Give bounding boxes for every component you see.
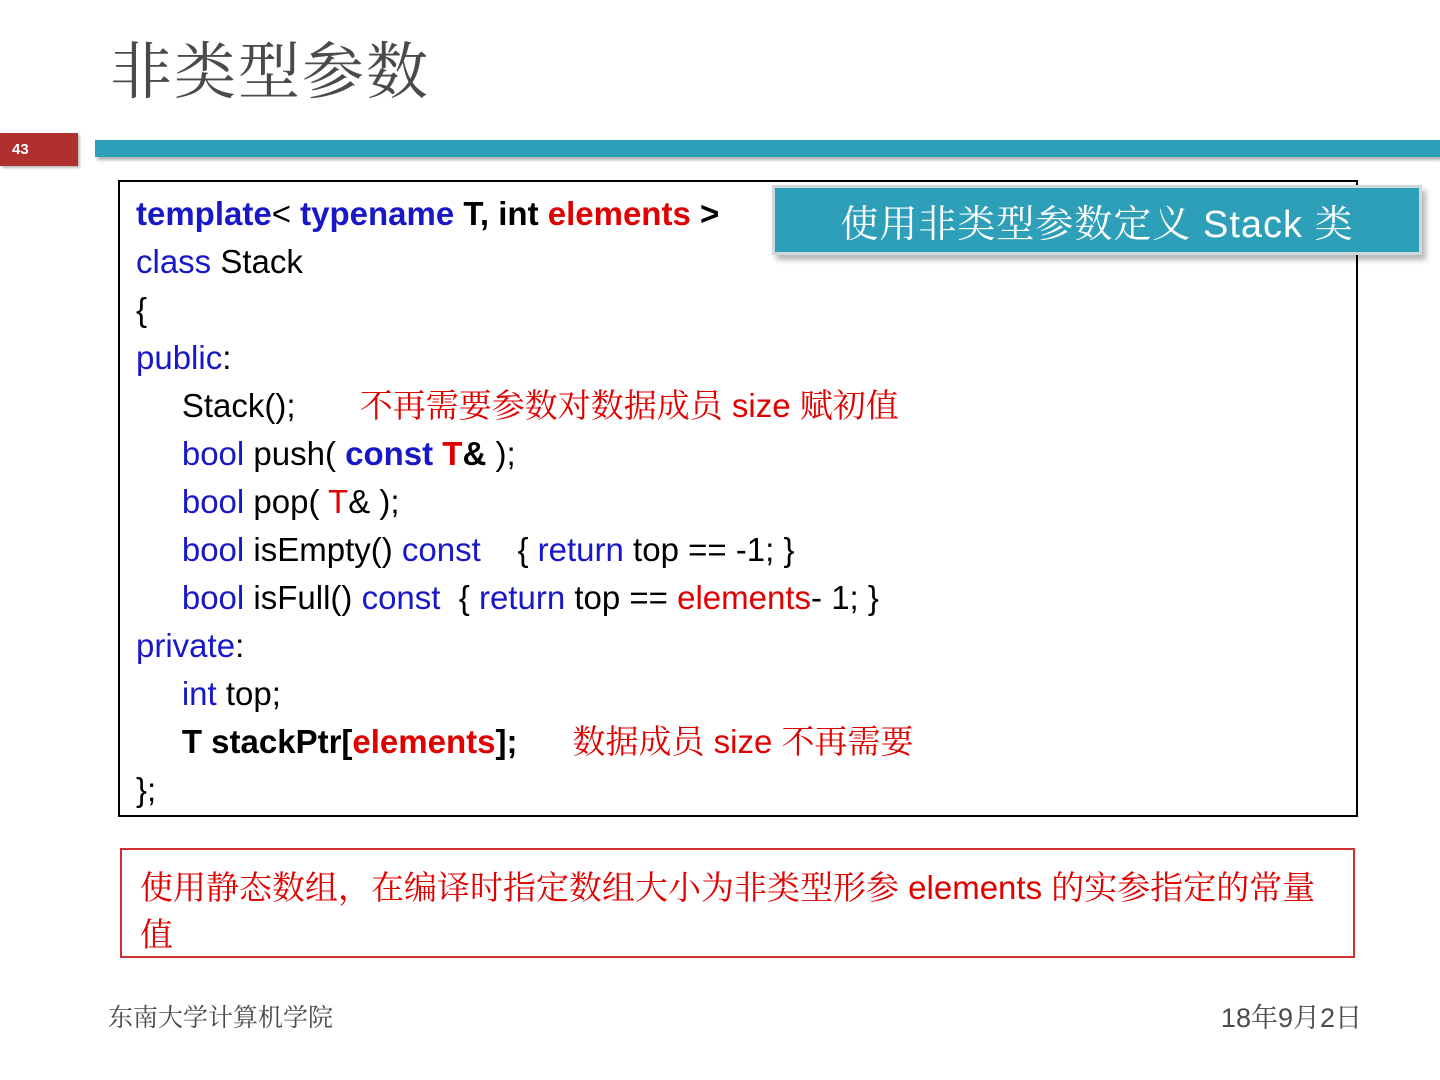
code-line-1-rest: < — [271, 195, 301, 232]
slide-number-badge: 43 — [0, 133, 78, 166]
page-title: 非类型参数 — [110, 38, 431, 107]
code-line-12-decl: T stackPtr[ — [136, 723, 353, 760]
callout-box — [772, 185, 1422, 255]
code-line-5: Stack(); — [136, 387, 360, 424]
note-text: 使用静态数组，在编译时指定数组大小为非类型形参 elements 的实参指定的常量值 — [140, 869, 1316, 953]
code-line-9-type: bool — [136, 579, 245, 616]
code-line-12-end: ]; — [495, 723, 518, 760]
code-line-4-access: public — [136, 339, 223, 376]
code-annotation-1: 不再需要参数对数据成员 size 赋初值 — [359, 387, 899, 424]
code-line-8-return: return — [537, 531, 624, 568]
code-line-7-name: pop( — [244, 483, 329, 520]
code-line-10-access: private — [136, 627, 236, 664]
code-line-10-colon: : — [235, 627, 245, 664]
code-line-9-const: const — [361, 579, 441, 616]
code-block — [118, 180, 1358, 817]
code-line-9-nontype: elements — [677, 579, 812, 616]
code-line-3: { — [136, 291, 148, 328]
code-line-7-type: bool — [136, 483, 245, 520]
code-line-9-name: isFull() — [244, 579, 362, 616]
code-line-1-typename: typename — [300, 195, 455, 232]
code-line-1-comma: , int — [479, 195, 548, 232]
code-line-6-const: const — [345, 435, 434, 472]
code-annotation-2: 数据成员 size 不再需要 — [572, 723, 914, 760]
code-line-9-return: return — [478, 579, 566, 616]
code-line-12-gap — [517, 723, 572, 760]
code-text — [136, 190, 1348, 814]
code-line-12-nontype: elements — [352, 723, 496, 760]
code-line-4-colon: : — [222, 339, 232, 376]
code-line-6-end: ); — [486, 435, 516, 472]
header-divider — [95, 140, 1440, 157]
code-line-1-nontype: elements — [547, 195, 691, 232]
footer-organization: 东南大学计算机学院 — [108, 1004, 334, 1032]
code-line-1-tparam: T — [454, 195, 480, 232]
code-line-8-const: const — [401, 531, 481, 568]
callout-text: 使用非类型参数定义 Stack 类 — [840, 203, 1354, 246]
code-line-2-keyword: class — [136, 243, 212, 280]
code-line-8-name: isEmpty() — [244, 531, 402, 568]
code-line-8-type: bool — [136, 531, 245, 568]
code-line-1-keyword: template — [136, 195, 272, 232]
code-line-9-body-open: { — [440, 579, 479, 616]
code-line-8-body-open: { — [480, 531, 538, 568]
code-line-11-type: int — [136, 675, 217, 712]
code-line-8-body: top == -1; } — [623, 531, 795, 568]
code-line-6-name: push( — [244, 435, 346, 472]
code-line-6-ref: & — [462, 435, 487, 472]
note-box — [120, 848, 1355, 958]
code-line-6-T: T — [433, 435, 463, 472]
code-line-9-end: - 1; } — [811, 579, 879, 616]
code-line-6-type: bool — [136, 435, 245, 472]
footer-date: 18年9月2日 — [1220, 1003, 1362, 1033]
code-line-7-end: & ); — [348, 483, 400, 520]
code-line-1-close: > — [690, 195, 720, 232]
code-line-9-body: top == — [565, 579, 678, 616]
code-line-2-rest: Stack — [211, 243, 303, 280]
code-line-7-T: T — [328, 483, 349, 520]
code-line-13: }; — [136, 771, 157, 808]
code-line-11-name: top; — [216, 675, 281, 712]
